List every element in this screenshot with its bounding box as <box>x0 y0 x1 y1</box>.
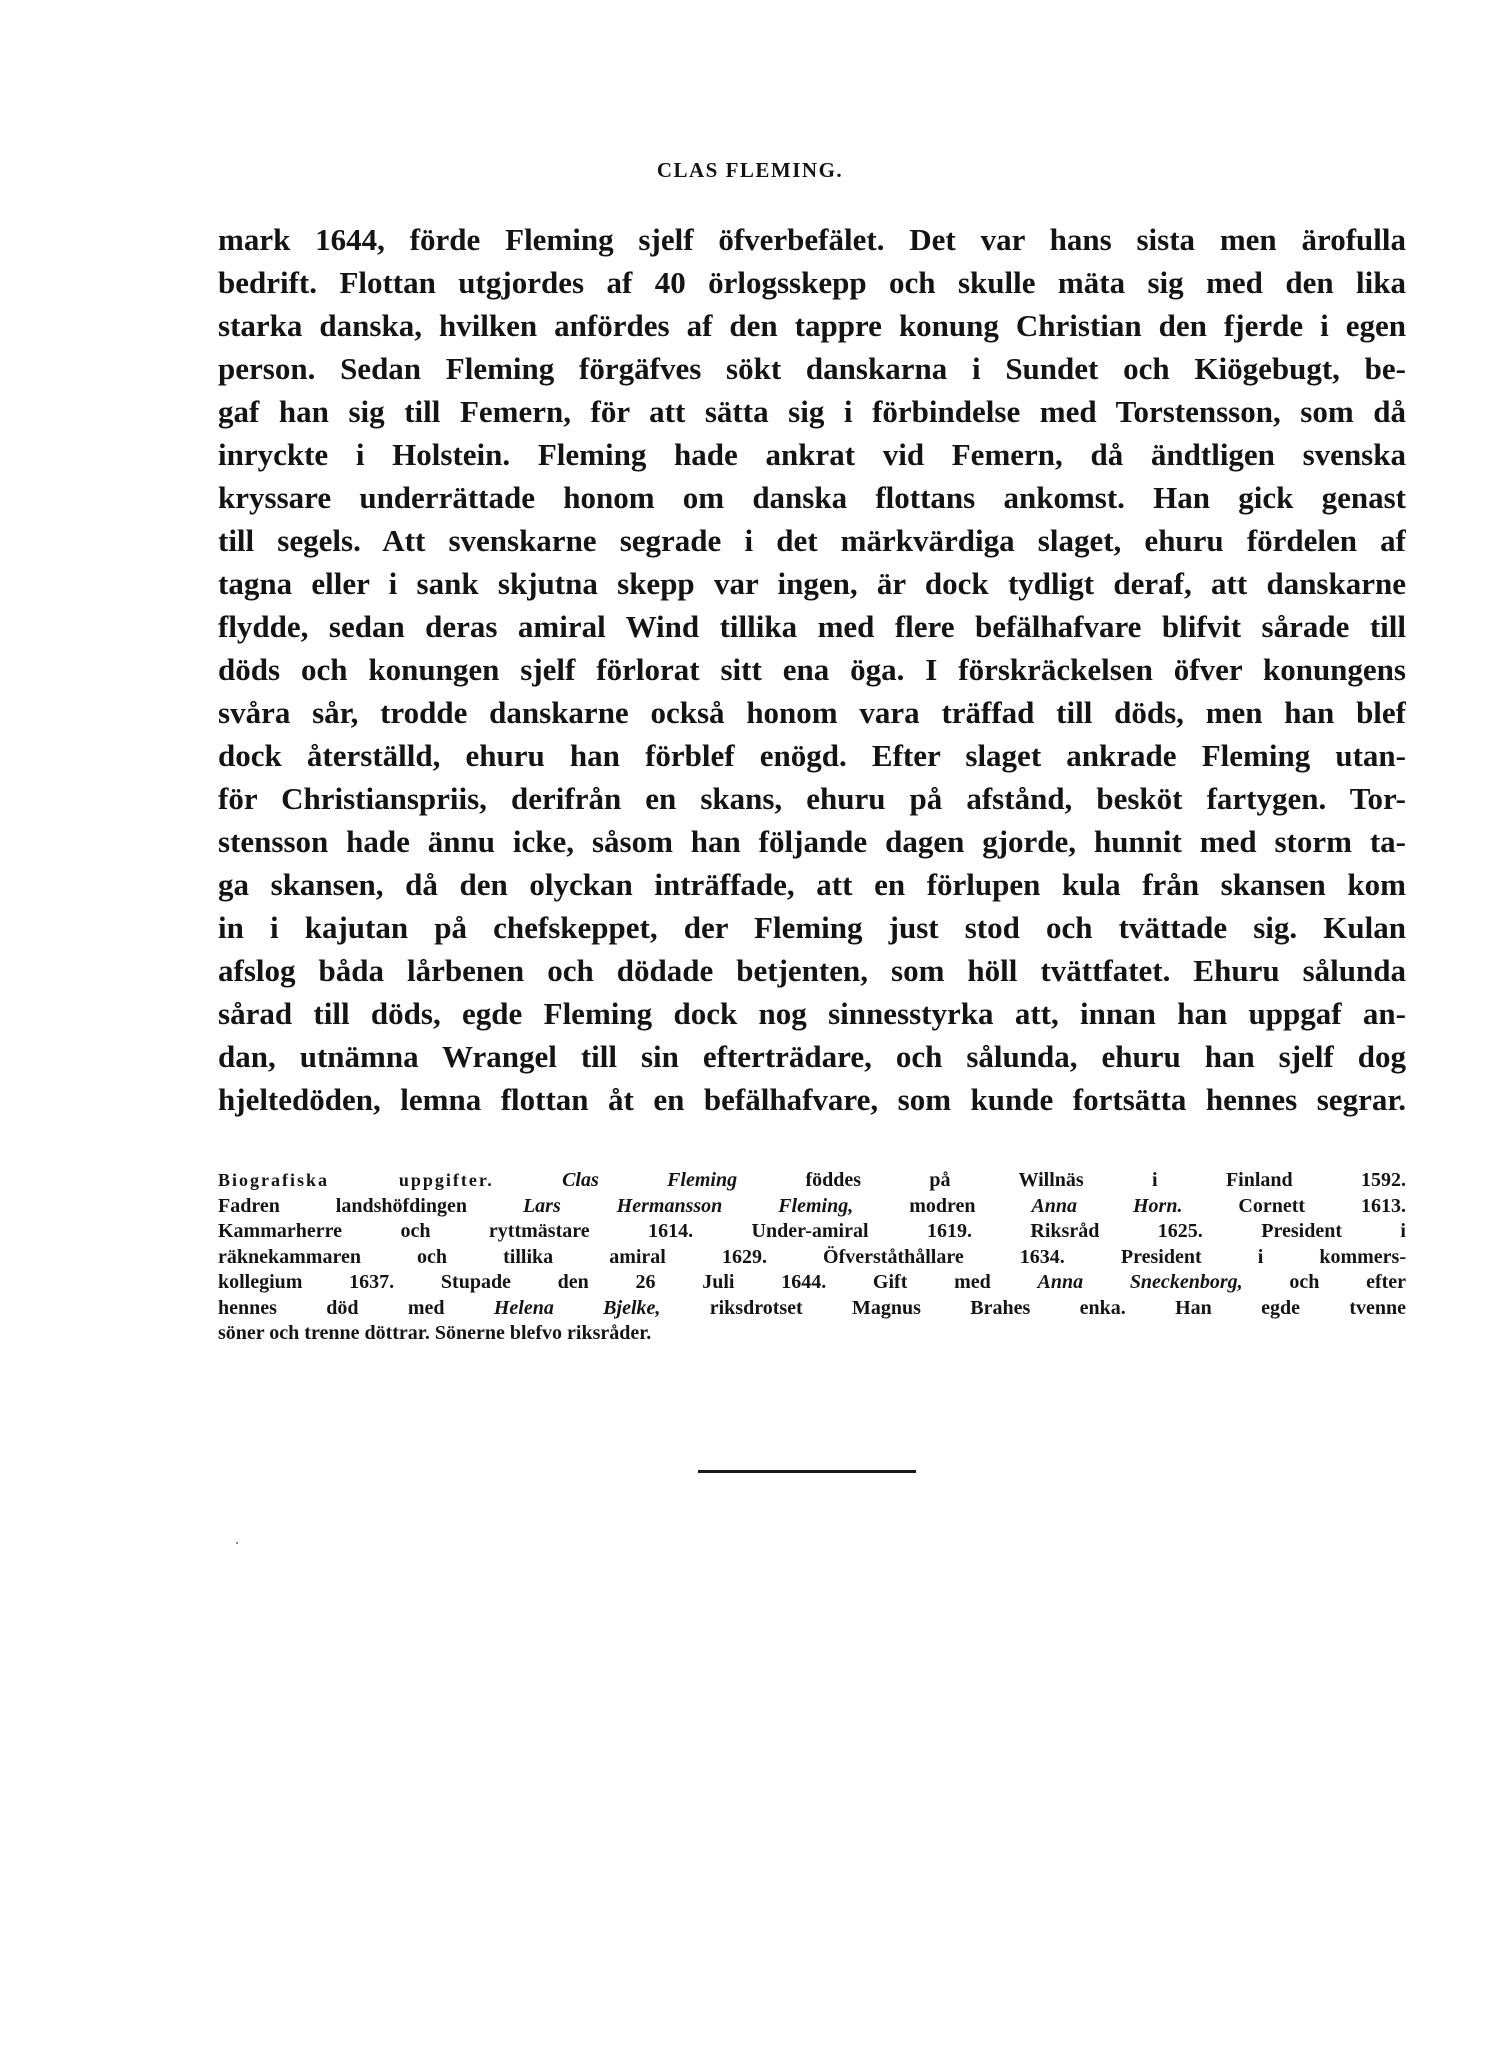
notes-label: Biografiska uppgifter. <box>218 1170 494 1190</box>
text-line: person. Sedan Fleming förgäfves sökt danskarna i Sundet och Kiögebugt, be- <box>218 351 1406 386</box>
text-line: starka danska, hvilken anfördes af den tappre konung Christian den fjerde i egen <box>218 308 1406 343</box>
note-line <box>218 1168 1406 1194</box>
note-text: Fadren landshöfdingen <box>218 1194 467 1217</box>
text-line: för Christianspriis, derifrån en skans, ehuru på afstånd, besköt fartygen. Tor- <box>218 781 1406 816</box>
note-text: kollegium 1637. Stupade den 26 Juli 1644. Gift med <box>218 1271 991 1293</box>
text-line: kryssare underrättade honom om danska flottans ankomst. Han gick genast <box>218 480 1406 515</box>
text-line: dan, utnämna Wrangel till sin efterträdare, och sålunda, ehuru han sjelf dog <box>218 1039 1406 1074</box>
note-text: och efter <box>1289 1271 1406 1293</box>
text-line: svåra sår, trodde danskarne också honom vara träffad till döds, men han blef <box>218 695 1406 730</box>
second-wife-name: Helena Bjelke, <box>493 1296 661 1319</box>
text-line: ga skansen, då den olyckan inträffade, att en förlupen kula från skansen kom <box>218 867 1406 902</box>
biographical-notes <box>218 1168 1406 1347</box>
text-line: till segels. Att svenskarne segrade i det märkvärdiga slaget, ehuru fördelen af <box>218 523 1406 558</box>
text-line: hjeltedöden, lemna flottan åt en befälhafvare, som kunde fortsätta hennes segrar. <box>218 1082 1406 1117</box>
person-name: Clas Fleming <box>562 1169 738 1191</box>
note-text: riksdrotset Magnus Brahes enka. Han egde tvenne <box>709 1296 1406 1319</box>
text-line: afslog båda lårbenen och dödade betjenten, som höll tvättfatet. Ehuru sålunda <box>218 953 1406 988</box>
text-line: inryckte i Holstein. Fleming hade ankrat vid Femern, då ändtligen svenska <box>218 437 1406 472</box>
text-line: flydde, sedan deras amiral Wind tillika med flere befälhafvare blifvit sårade till <box>218 609 1406 644</box>
text-line: stensson hade ännu icke, såsom han följande dagen gjorde, hunnit med storm ta- <box>218 824 1406 859</box>
father-name: Lars Hermansson Fleming, <box>522 1194 854 1217</box>
text-line: tagna eller i sank skjutna skepp var ingen, är dock tydligt deraf, att danskarne <box>218 566 1406 601</box>
main-text <box>218 218 1406 1121</box>
text-line: sårad till döds, egde Fleming dock nog sinnesstyrka att, innan han uppgaf an- <box>218 996 1406 1031</box>
mother-name: Anna Horn. <box>1031 1194 1183 1217</box>
note-line: räknekammaren och tillika amiral 1629. Öfverståthållare 1634. President i kommers- <box>218 1245 1406 1268</box>
note-line <box>218 1194 1406 1220</box>
note-text: Cornett 1613. <box>1238 1194 1406 1217</box>
note-line: Kammarherre och ryttmästare 1614. Under-amiral 1619. Riksråd 1625. President i <box>218 1220 1406 1242</box>
section-divider <box>698 1470 916 1473</box>
text-line: mark 1644, förde Fleming sjelf öfverbefälet. Det var hans sista men ärofulla <box>218 222 1406 257</box>
note-line <box>218 1296 1406 1322</box>
text-line: gaf han sig till Femern, för att sätta sig i förbindelse med Torstensson, som då <box>218 394 1406 429</box>
print-speck <box>236 1542 238 1544</box>
first-wife-name: Anna Sneckenborg, <box>1037 1271 1243 1293</box>
note-line <box>218 1270 1406 1296</box>
text-line: in i kajutan på chefskeppet, der Fleming just stod och tvättade sig. Kulan <box>218 910 1406 945</box>
text-line: dock återställd, ehuru han förblef enögd. Efter slaget ankrade Fleming utan- <box>218 738 1406 773</box>
running-head: CLAS FLEMING. <box>656 158 844 182</box>
text-line: bedrift. Flottan utgjordes af 40 örlogsskepp och skulle mäta sig med den lika <box>218 265 1406 300</box>
note-text: hennes död med <box>218 1296 445 1319</box>
note-text: modren <box>909 1194 976 1217</box>
note-line: söner och trenne döttrar. Sönerne blefvo riksråder. <box>218 1322 652 1344</box>
note-text: föddes på Willnäs i Finland 1592. <box>805 1169 1406 1191</box>
text-line: döds och konungen sjelf förlorat sitt ena öga. I förskräckelsen öfver konungens <box>218 652 1406 687</box>
